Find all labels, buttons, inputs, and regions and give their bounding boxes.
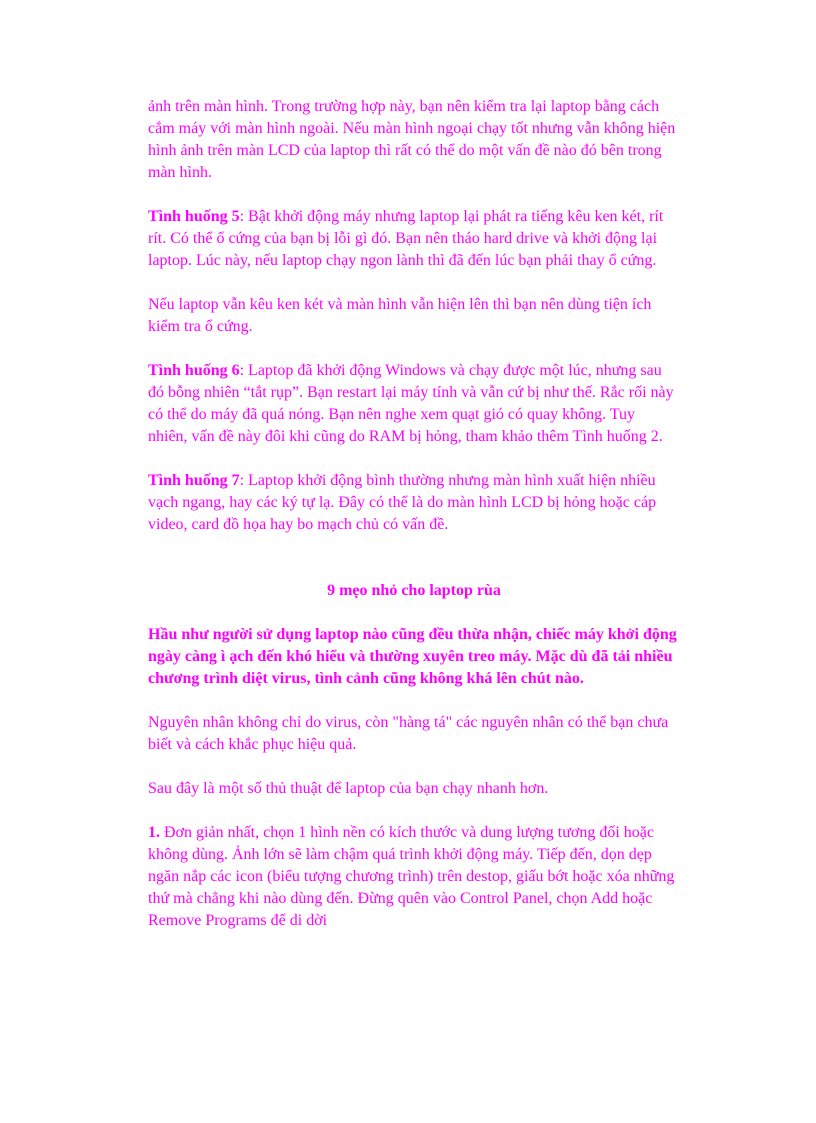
paragraph-text: : Laptop khởi động bình thường nhưng màn hình xuất hiện nhiều vạch ngang, hay các ký tự lạ. Đây có thể là do màn hình LCD bị hỏng hoặc cáp video, card đồ họa hay bo mạch chủ có vấn đề. — [148, 472, 657, 533]
paragraph-text: Nguyên nhân không chỉ do virus, còn "hàng tá" các nguyên nhân có thể bạn chưa biết và cách khắc phục hiệu quả. — [148, 714, 669, 753]
paragraph-text: Đơn giản nhất, chọn 1 hình nền có kích thước và dung lượng tương đối hoặc không dùng. Ảnh lớn sẽ làm chậm quá trình khởi động máy. Tiếp đến, dọn dẹp ngăn nắp các icon (biểu tượng chương trình) trên destop, giấu bớt hoặc xóa những thứ mà chẳng khi nào dùng đến. Đừng quên vào Control Panel, chọn Add hoặc Remove Programs để di dời — [148, 824, 675, 929]
paragraph-situation-6 — [148, 360, 678, 448]
paragraph-screen-check — [148, 96, 678, 184]
situation-6-label: Tình huống 6 — [148, 362, 240, 379]
paragraph-disk-utility — [148, 294, 678, 338]
lead-paragraph: Hầu như người sử dụng laptop nào cũng đều thừa nhận, chiếc máy khởi động ngày càng ì ạch đến khó hiểu và thường xuyên treo máy. Mặc dù đã tải nhiều chương trình diệt virus, tình cảnh cũng không khá lên chút nào. — [148, 626, 677, 687]
situation-5-label: Tình huống 5 — [148, 208, 240, 225]
section-title: 9 mẹo nhỏ cho laptop rùa — [327, 582, 501, 599]
paragraph-causes — [148, 712, 678, 756]
document-body — [148, 96, 678, 954]
paragraph-text: ảnh trên màn hình. Trong trường hợp này, bạn nên kiểm tra lại laptop bằng cách cắm máy với màn hình ngoài. Nếu màn hình ngoại chạy tốt nhưng vẫn không hiện hình ảnh trên màn LCD của laptop thì rất có thể do một vấn đề nào đó bên trong màn hình. — [148, 98, 676, 181]
paragraph-situation-7 — [148, 470, 678, 536]
blank-line — [148, 558, 678, 580]
paragraph-text: : Laptop đã khởi động Windows và chạy được một lúc, nhưng sau đó bỗng nhiên “tắt rụp”. Bạn restart lại máy tính và vẫn cứ bị như thế. Rắc rối này có thể do máy đã quá nóng. Bạn nên nghe xem quạt gió có quay không. Tuy nhiên, vấn đề này đôi khi cũng do RAM bị hỏng, tham khảo thêm Tình huống 2. — [148, 362, 674, 445]
tip-1-label: 1. — [148, 824, 160, 841]
paragraph-intro-tips — [148, 778, 678, 800]
paragraph-text: Sau đây là một số thủ thuật để laptop của bạn chạy nhanh hơn. — [148, 780, 549, 797]
paragraph-text: Nếu laptop vẫn kêu ken két và màn hình vẫn hiện lên thì bạn nên dùng tiện ích kiểm tra ổ cứng. — [148, 296, 652, 335]
paragraph-tip-1 — [148, 822, 678, 932]
paragraph-text: : Bật khởi động máy nhưng laptop lại phát ra tiếng kêu ken két, rít rít. Có thể ổ cứng của bạn bị lỗi gì đó. Bạn nên tháo hard drive và khởi động lại laptop. Lúc này, nếu laptop chạy ngon lành thì đã đến lúc bạn phải thay ổ cứng. — [148, 208, 664, 269]
situation-7-label: Tình huống 7 — [148, 472, 240, 489]
paragraph-situation-5 — [148, 206, 678, 272]
